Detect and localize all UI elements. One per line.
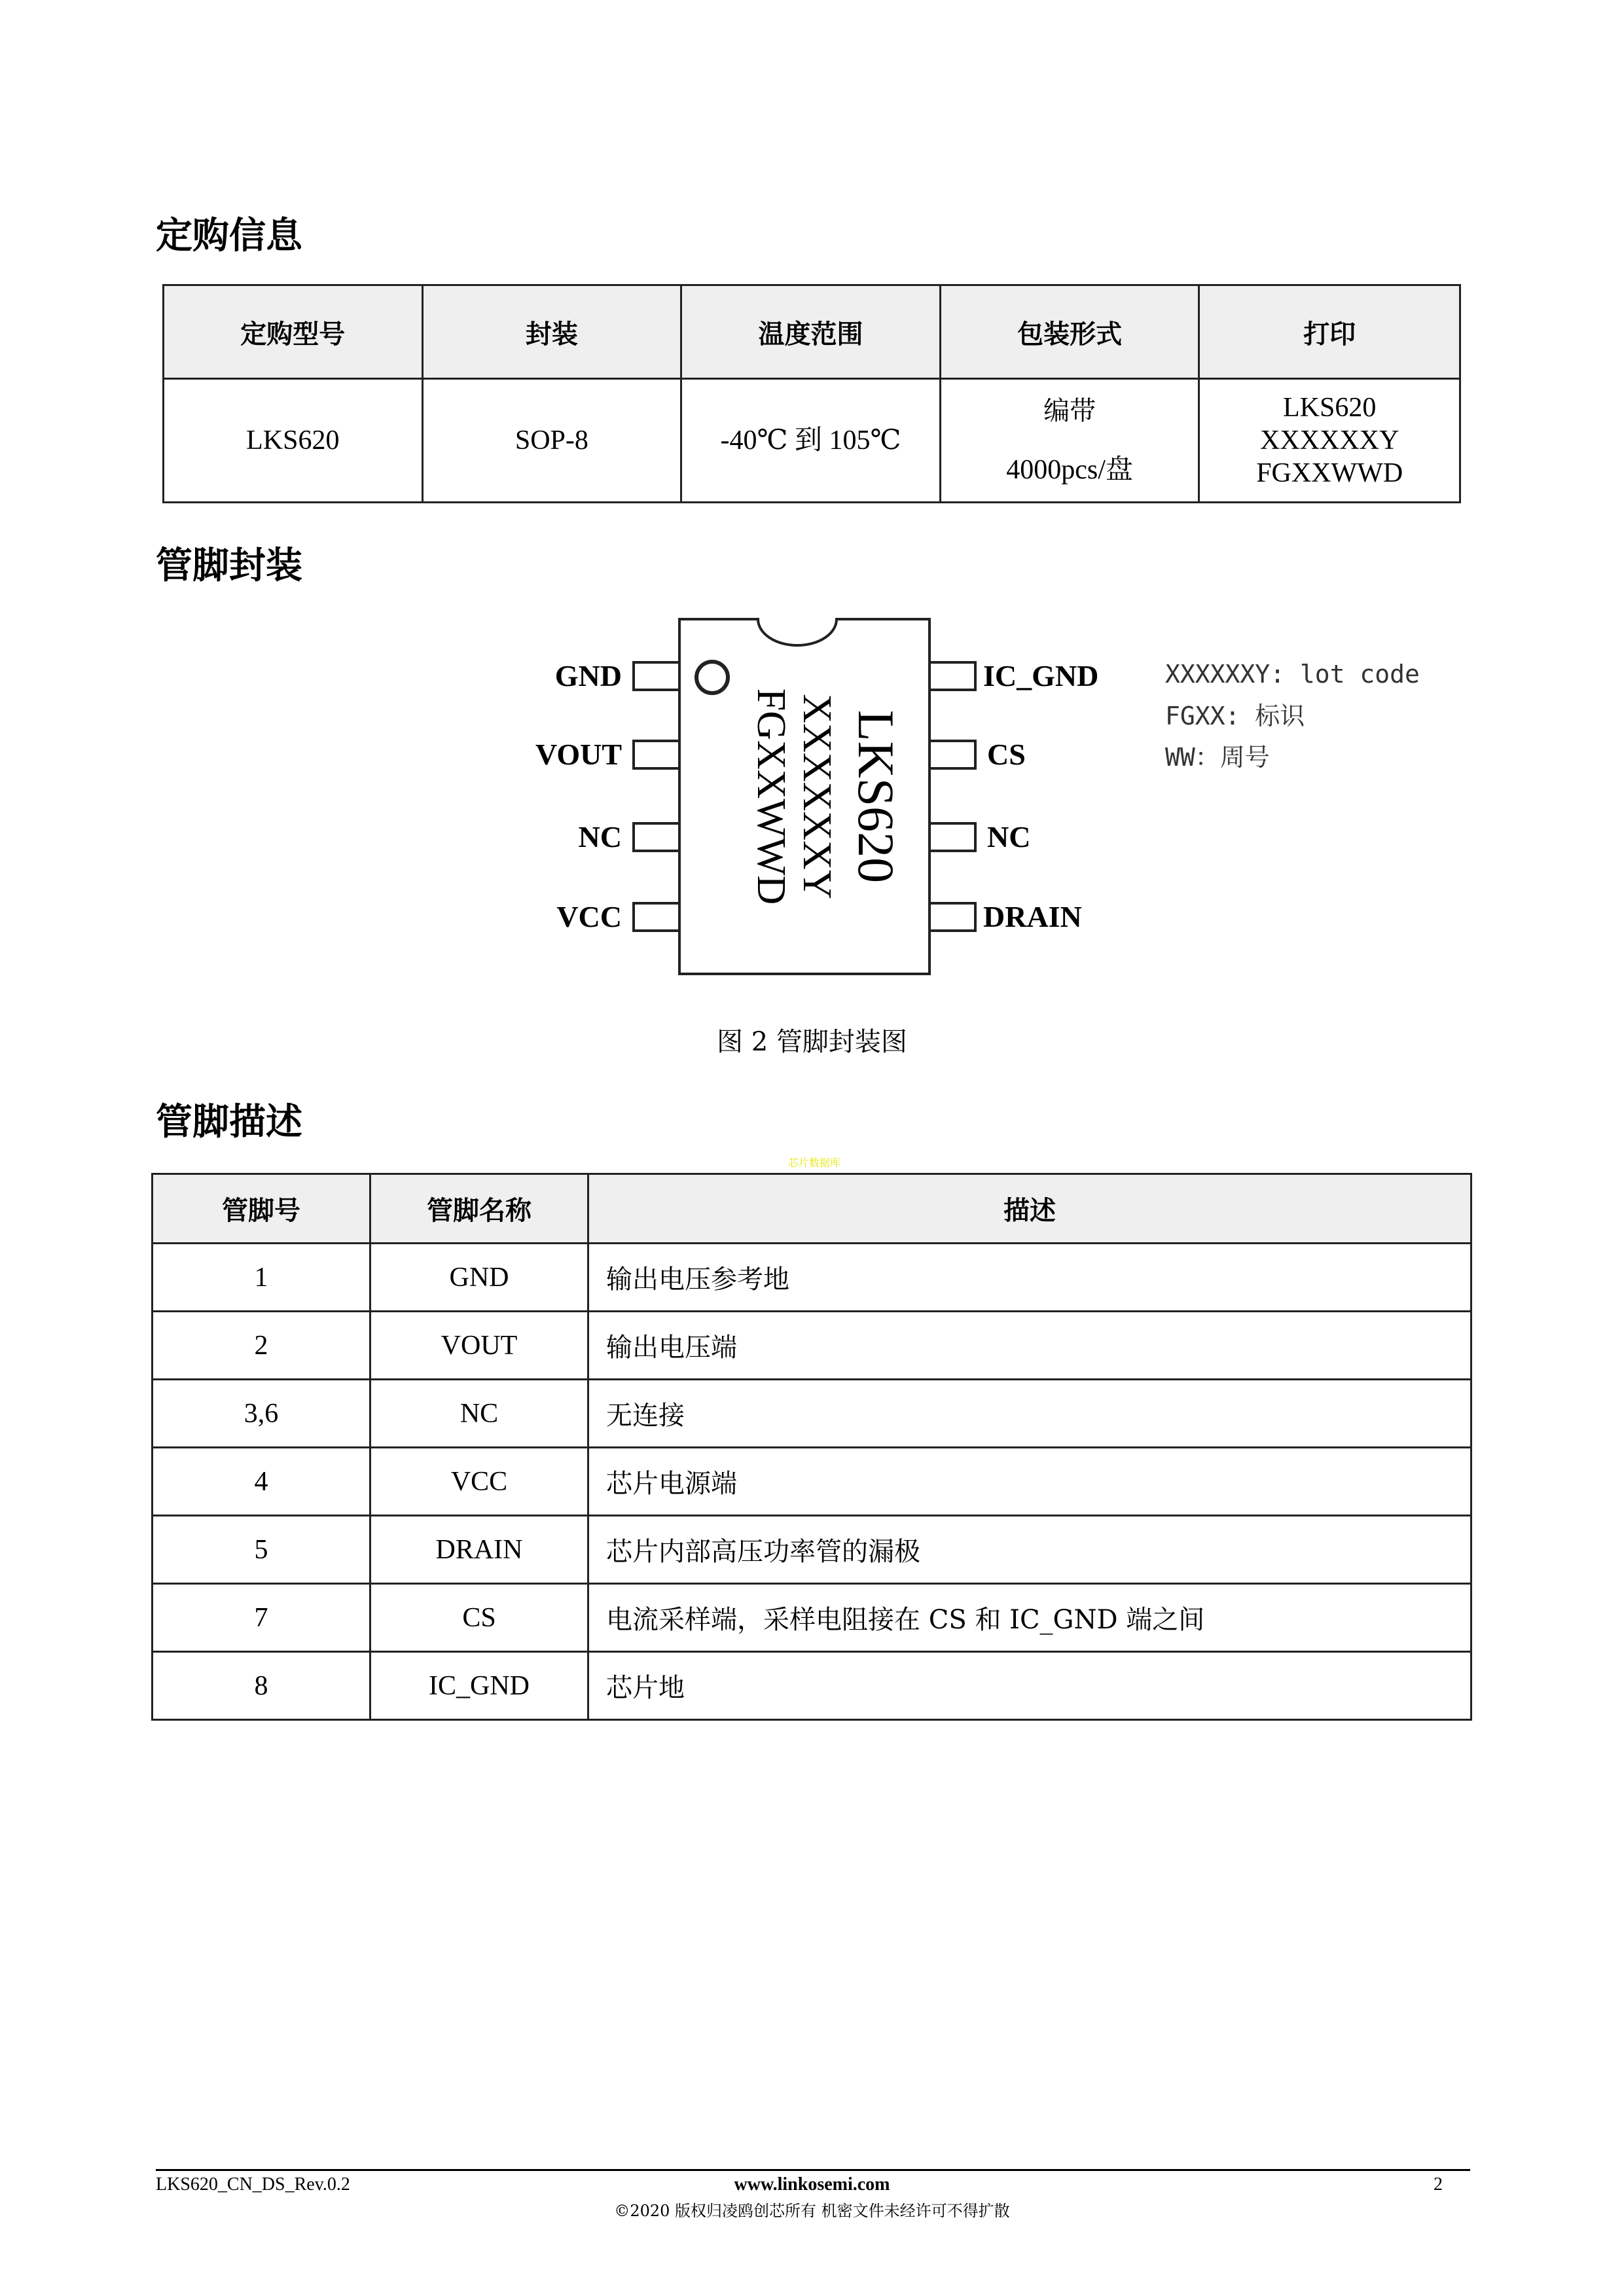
- marking-line: FGXXWWD: [1256, 458, 1403, 488]
- pin-lead-left: [634, 662, 679, 690]
- package-cell: SOP-8: [422, 379, 681, 503]
- footer-website-link[interactable]: www.linkosemi.com: [734, 2174, 890, 2195]
- pin-name: GND: [370, 1244, 588, 1312]
- ordering-table: [162, 284, 1461, 503]
- pin-label-gnd: GND: [554, 659, 622, 692]
- header-temp-range: 温度范围: [681, 285, 941, 379]
- pin-description: 电流采样端，采样电阻接在 CS 和 IC_GND 端之间: [588, 1584, 1471, 1652]
- pin-number: 3,6: [153, 1380, 370, 1448]
- pin-name: VOUT: [370, 1312, 588, 1380]
- pin-description: 芯片电源端: [588, 1448, 1471, 1516]
- pin-number: 4: [153, 1448, 370, 1516]
- marking-cell: [1199, 379, 1460, 503]
- ordering-row: [164, 379, 1460, 503]
- pin-label-drain: DRAIN: [983, 900, 1082, 933]
- footer-copyright: ©2020 版权归凌鸥创芯所有 机密文件未经许可不得扩散: [614, 2202, 1010, 2220]
- ordering-title: 定购信息: [156, 215, 302, 257]
- footer-divider: [156, 2169, 1470, 2171]
- table-row: [153, 1244, 1471, 1312]
- pin-description: 输出电压端: [588, 1312, 1471, 1380]
- pin-lead-right: [929, 823, 975, 851]
- pin-label-vout: VOUT: [535, 738, 622, 771]
- legend-week: WW：周号: [1165, 743, 1270, 772]
- table-row: [153, 1448, 1471, 1516]
- table-row: [153, 1652, 1471, 1720]
- packing-quantity: 4000pcs/盘: [1006, 455, 1133, 485]
- pin-lead-left: [634, 741, 679, 768]
- table-row: [153, 1380, 1471, 1448]
- pin-name: NC: [370, 1380, 588, 1448]
- header-package: 封装: [422, 285, 681, 379]
- ordering-header-row: [164, 285, 1460, 379]
- table-row: [153, 1312, 1471, 1380]
- pin-name: IC_GND: [370, 1652, 588, 1720]
- pin-lead-right: [929, 662, 975, 690]
- pin-number: 5: [153, 1516, 370, 1584]
- header-pin-number: 管脚号: [153, 1174, 370, 1244]
- pin-label-nc-left: NC: [578, 820, 622, 853]
- watermark: 芯片数据库: [788, 1157, 841, 1169]
- pin-number: 7: [153, 1584, 370, 1652]
- header-packing: 包装形式: [940, 285, 1199, 379]
- footer-doc-id: LKS620_CN_DS_Rev.0.2: [156, 2174, 350, 2195]
- marking-line: LKS620: [1283, 393, 1377, 423]
- header-model: 定购型号: [164, 285, 423, 379]
- chip-mark-date: FGXXWWD: [749, 688, 793, 905]
- pin-number: 2: [153, 1312, 370, 1380]
- pin-name: DRAIN: [370, 1516, 588, 1584]
- packing-type: 编带: [1043, 396, 1096, 426]
- header-pin-name: 管脚名称: [370, 1174, 588, 1244]
- pin-label-ic-gnd: IC_GND: [983, 659, 1099, 692]
- pin-label-cs: CS: [987, 738, 1026, 771]
- pin-description-table: [151, 1173, 1472, 1721]
- figure-caption: 图 2 管脚封装图: [717, 1027, 907, 1057]
- pinout-title: 管脚封装: [156, 545, 302, 587]
- pin-description: 输出电压参考地: [588, 1244, 1471, 1312]
- pin-desc-header-row: [153, 1174, 1471, 1244]
- chip-mark-model: LKS620: [848, 709, 905, 884]
- pin-lead-left: [634, 823, 679, 851]
- pin-lead-left: [634, 903, 679, 931]
- header-description: 描述: [588, 1174, 1471, 1244]
- pin-label-vcc: VCC: [556, 900, 622, 933]
- temp-range-cell: -40℃ 到 105℃: [681, 379, 941, 503]
- pin-description: 无连接: [588, 1380, 1471, 1448]
- header-marking: 打印: [1199, 285, 1460, 379]
- pin-name: CS: [370, 1584, 588, 1652]
- page-number: 2: [1434, 2174, 1443, 2195]
- pin-description: 芯片内部高压功率管的漏极: [588, 1516, 1471, 1584]
- model-cell: LKS620: [164, 379, 423, 503]
- pin-number: 1: [153, 1244, 370, 1312]
- table-row: [153, 1516, 1471, 1584]
- table-row: [153, 1584, 1471, 1652]
- pin-lead-right: [929, 741, 975, 768]
- chip-mark-lot: XXXXXXY: [795, 694, 839, 899]
- pin-lead-right: [929, 903, 975, 931]
- marking-line: XXXXXXY: [1260, 425, 1399, 456]
- packing-cell: [940, 379, 1199, 503]
- pin-package-diagram: [511, 609, 1453, 988]
- legend-fgxx: FGXX: 标识: [1165, 702, 1305, 730]
- pin-description: 芯片地: [588, 1652, 1471, 1720]
- pin-number: 8: [153, 1652, 370, 1720]
- pin-label-nc-right: NC: [987, 820, 1031, 853]
- pin-name: VCC: [370, 1448, 588, 1516]
- legend-lot-code: XXXXXXY: lot code: [1165, 660, 1420, 689]
- pin-desc-title: 管脚描述: [156, 1101, 302, 1143]
